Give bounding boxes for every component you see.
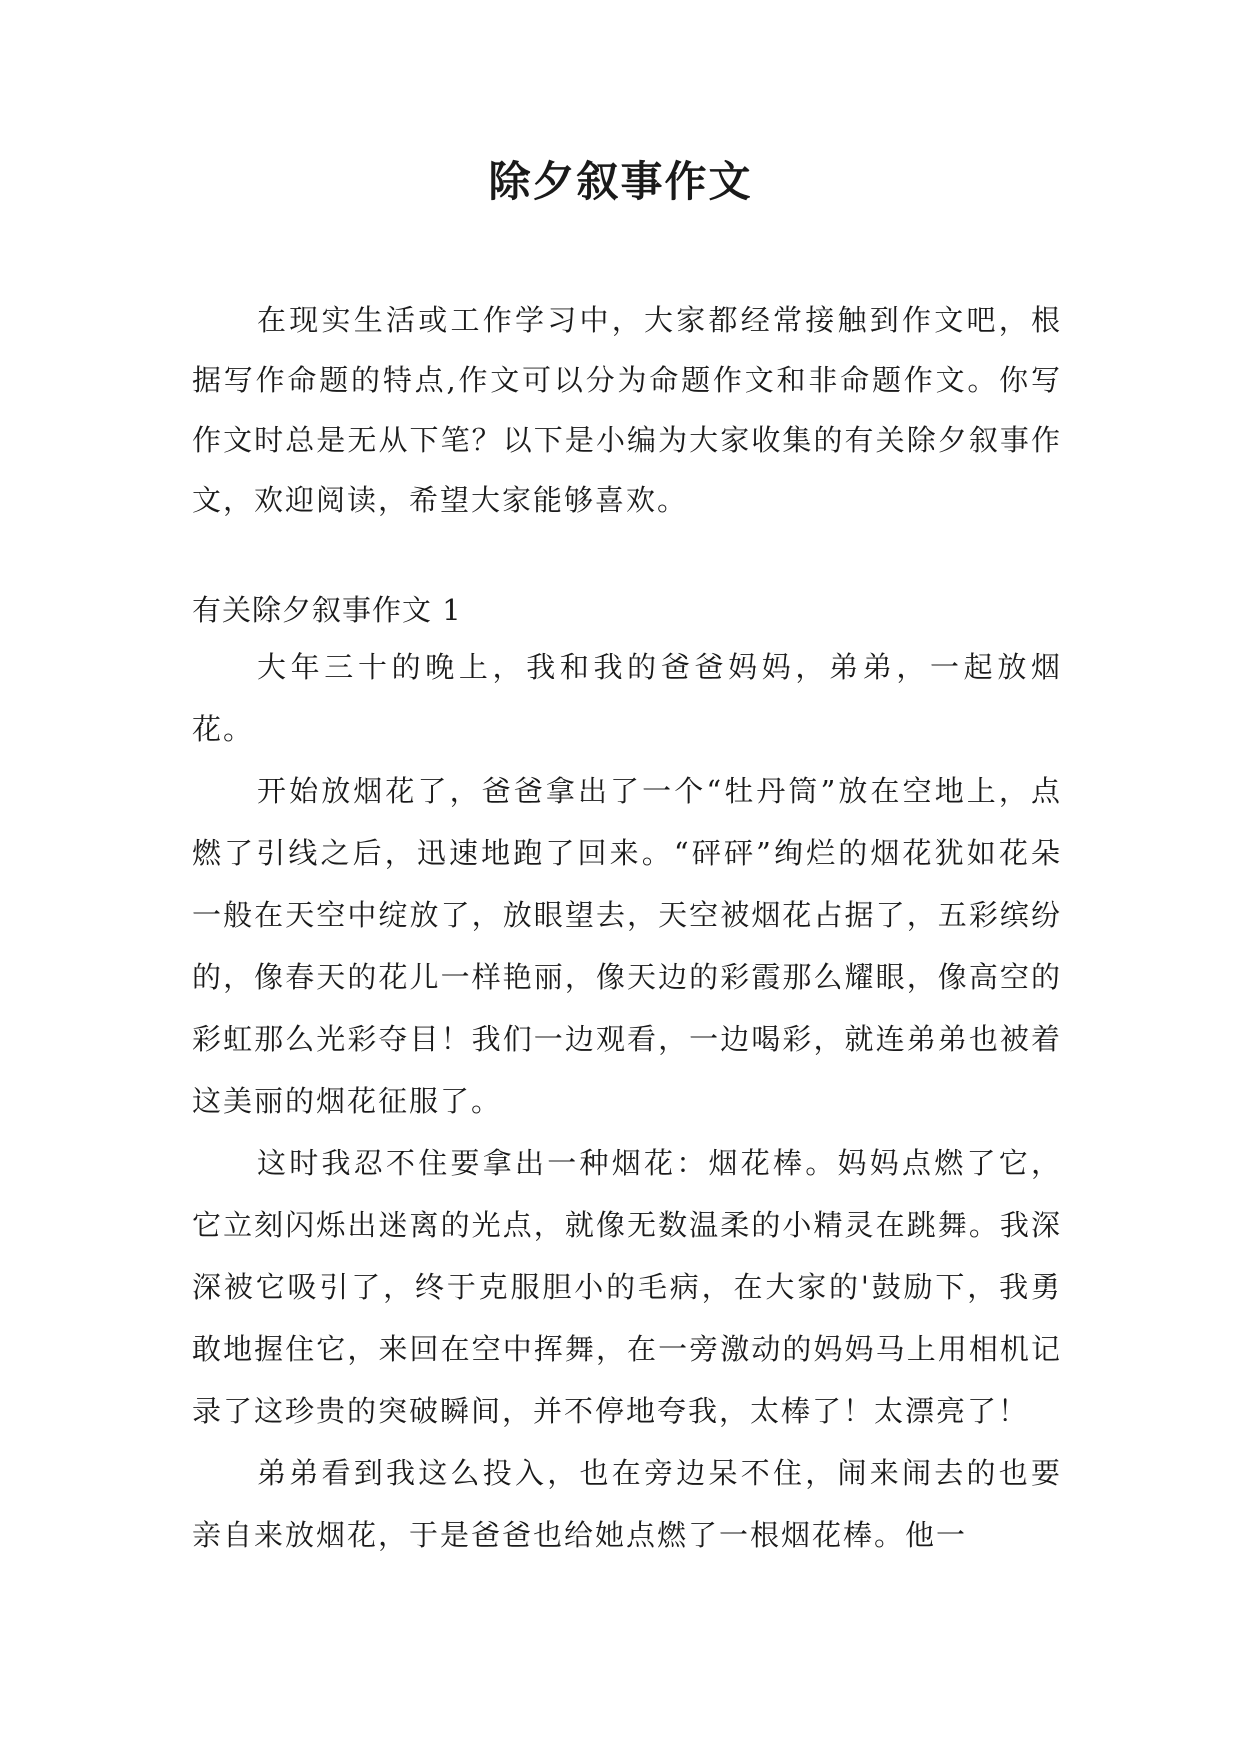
essay-paragraph: 开始放烟花了，爸爸拿出了一个“牡丹筒”放在空地上，点燃了引线之后，迅速地跑了回来。“砰砰”绚烂的烟花犹如花朵一般在天空中绽放了，放眼望去，天空被烟花占据了，五彩缤纷的，像春天的花儿一样艳丽，像天边的彩霞那么耀眼，像高空的彩虹那么光彩夺目！我们一边观看，一边喝彩，就连弟弟也被着这美丽的烟花征服了。	[192, 774, 1062, 1118]
document-title: 除夕叙事作文	[488, 157, 753, 206]
intro-paragraph: 在现实生活或工作学习中，大家都经常接触到作文吧，根据写作命题的特点,作文可以分为命题作文和非命题作文。你写作文时总是无从下笔？以下是小编为大家收集的有关除夕叙事作文，欢迎阅读，希望大家能够喜欢。	[192, 303, 1062, 517]
essay-body	[192, 636, 1062, 1566]
essay-paragraph: 弟弟看到我这么投入，也在旁边呆不住，闹来闹去的也要亲自来放烟花，于是爸爸也给她点燃了一根烟花棒。他一	[192, 1456, 1062, 1552]
essay-paragraph: 这时我忍不住要拿出一种烟花：烟花棒。妈妈点燃了它，它立刻闪烁出迷离的光点，就像无数温柔的小精灵在跳舞。我深深被它吸引了，终于克服胆小的毛病，在大家的'鼓励下，我勇敢地握住它，来回在空中挥舞，在一旁激动的妈妈马上用相机记录了这珍贵的突破瞬间，并不停地夸我，太棒了！太漂亮了！	[192, 1146, 1062, 1428]
section-heading: 有关除夕叙事作文 1	[192, 593, 462, 627]
essay-paragraph: 大年三十的晚上，我和我的爸爸妈妈，弟弟，一起放烟花。	[192, 650, 1062, 746]
